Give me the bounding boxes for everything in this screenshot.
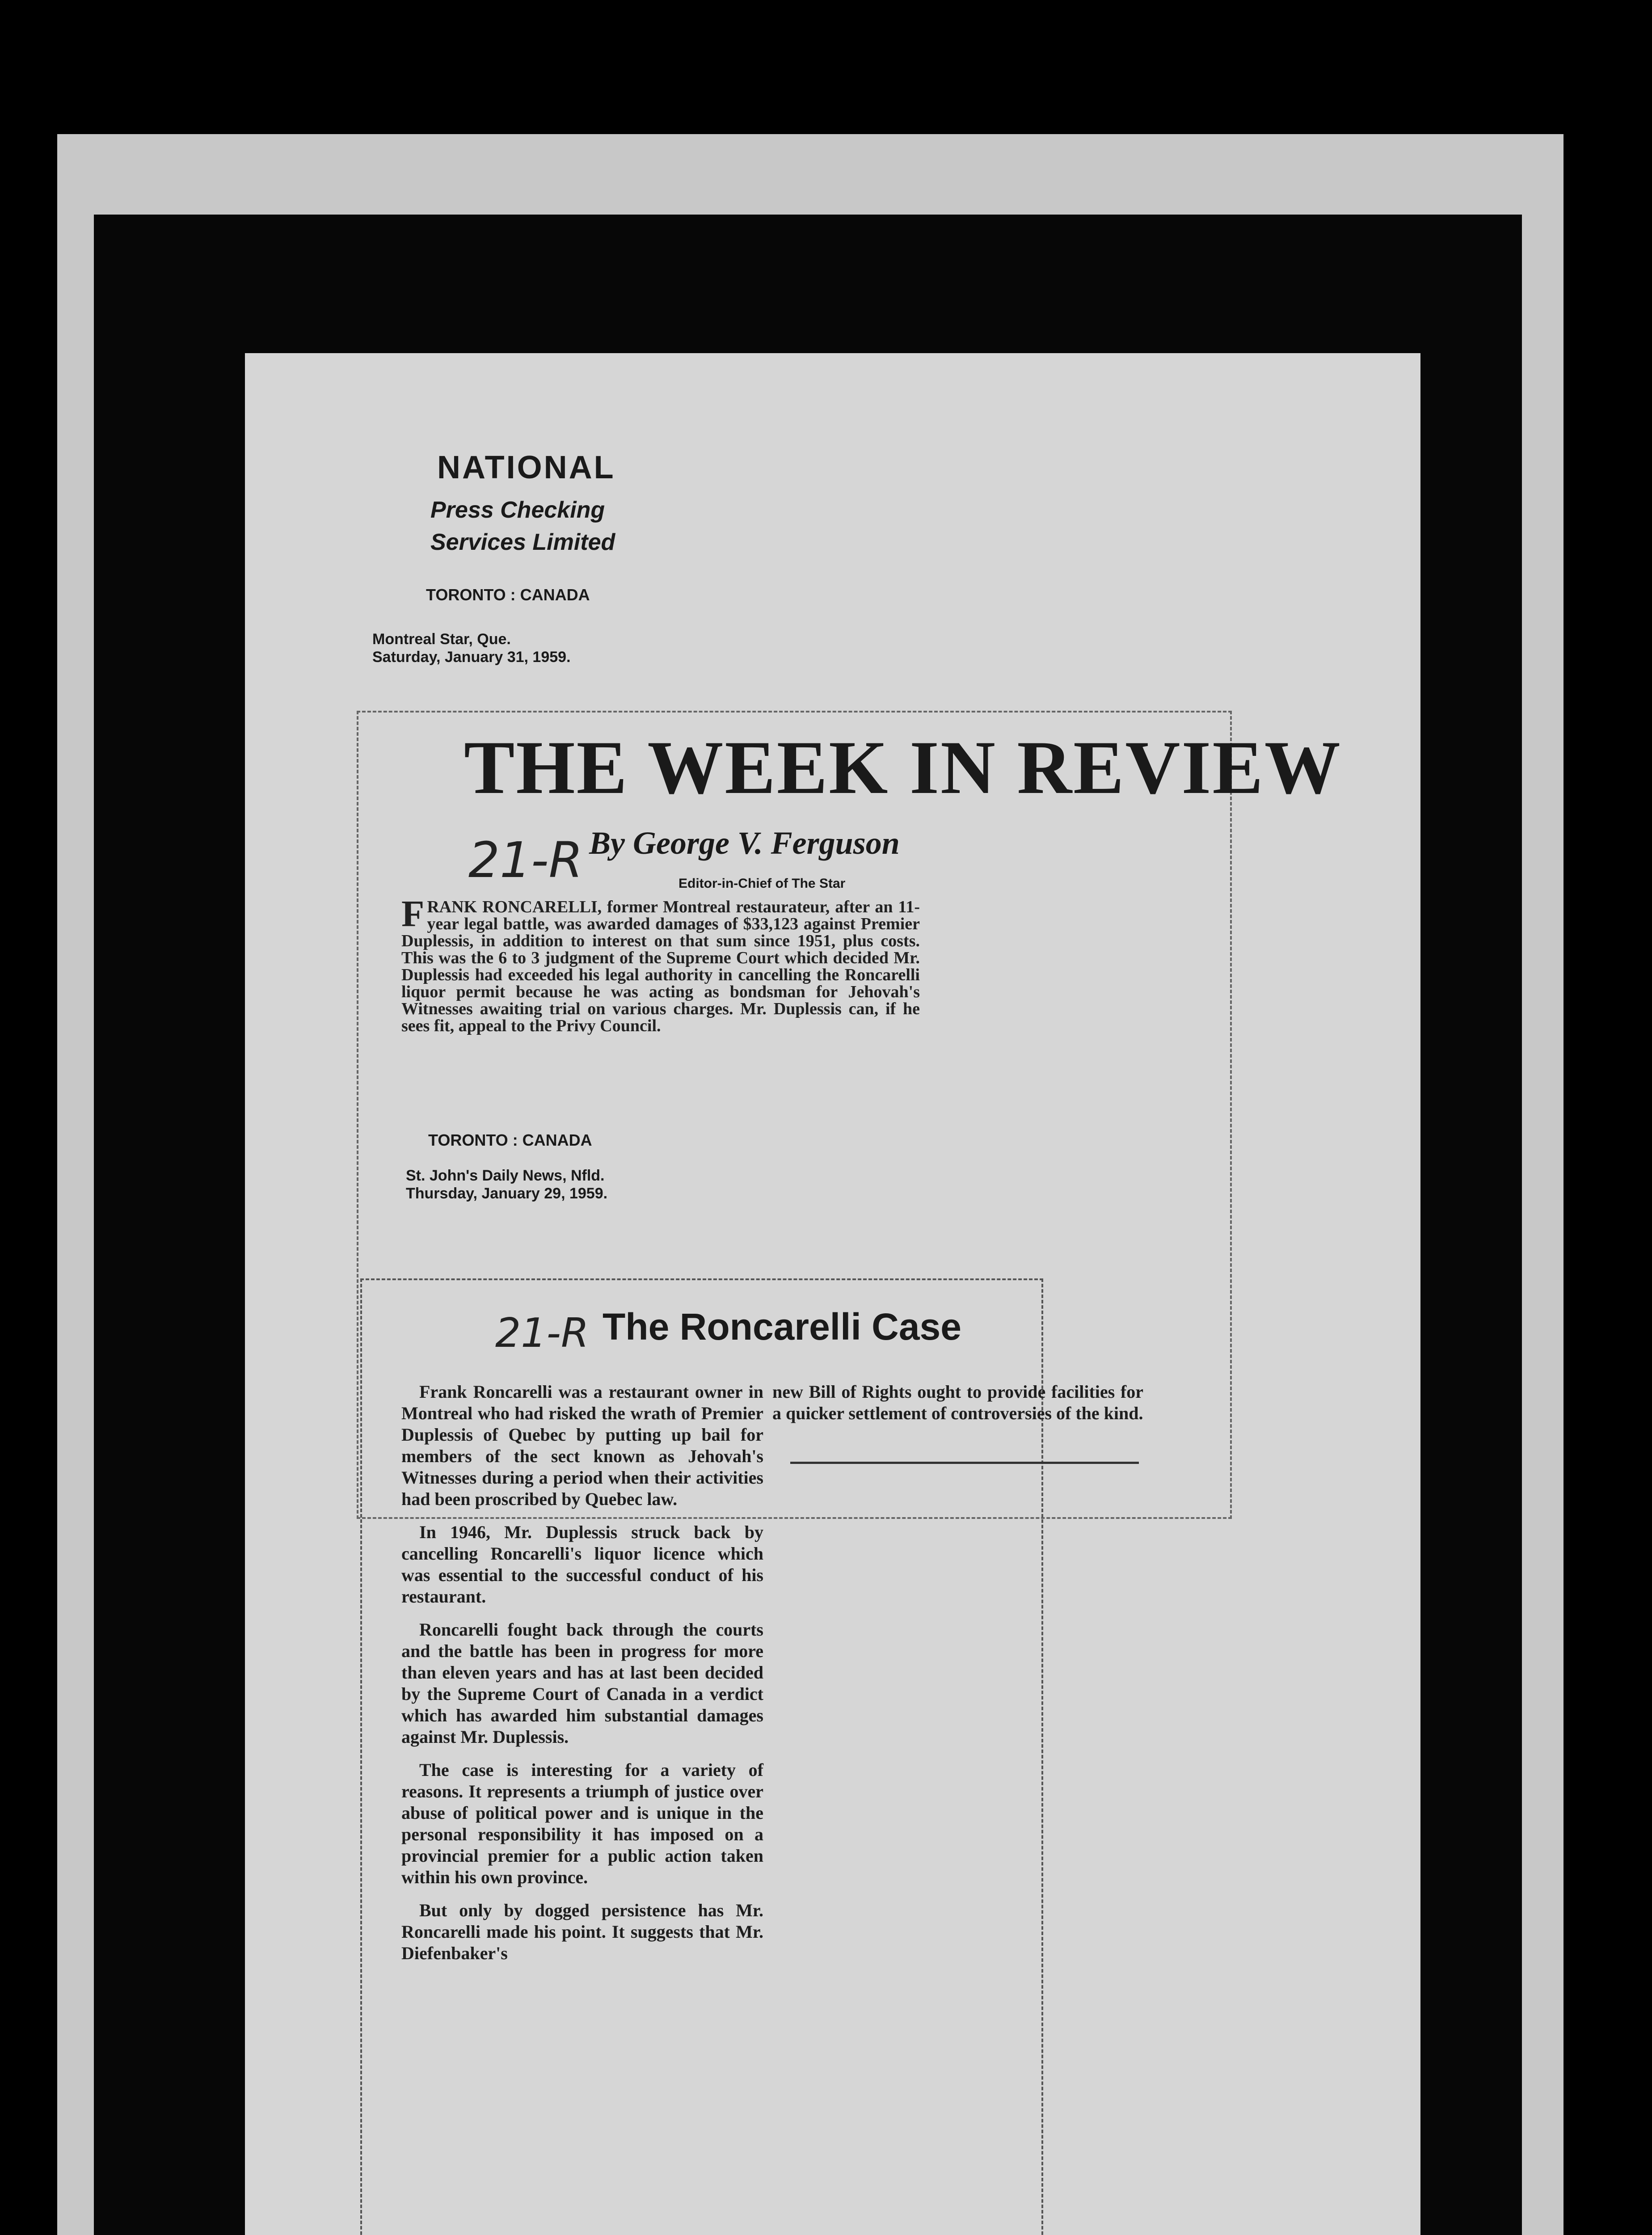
- source-1-paper: Montreal Star, Que.: [372, 631, 511, 648]
- article-1-headline: THE WEEK IN REVIEW: [464, 725, 1342, 810]
- article-2-column-right: [772, 1381, 1143, 1436]
- clipping-sheet: [245, 353, 1420, 2235]
- source-1: [372, 630, 571, 666]
- source-2-paper: St. John's Daily News, Nfld.: [406, 1167, 605, 1184]
- article-1-byline: By George V. Ferguson: [589, 825, 900, 861]
- agency-city: TORONTO : CANADA: [426, 586, 590, 604]
- article-2-paragraph: Frank Roncarelli was a restaurant owner in Montreal who had risked the wrath of Premier Duplessis of Quebec by putting up bail for members of the sect known as Jehovah's Witnesses during a period when their activities had been proscribed by Quebec law.: [401, 1382, 763, 1509]
- agency-line2: Press Checking: [430, 497, 605, 523]
- article-1-editor: Editor-in-Chief of The Star: [678, 876, 846, 891]
- article-2-headline: The Roncarelli Case: [603, 1306, 961, 1348]
- article-1-body: FRANK RONCARELLI, former Montreal restaurateur, after an 11-year legal battle, was awarded damages of $33,123 against Premier Duplessis, in addition to interest on that sum since 1951, plus costs. This was the 6 to 3 judgment of the Supreme Court which decided Mr. Duplessis had exceeded his legal authority in cancelling the Roncarelli liquor permit because he was acting as bondsman for Jehovah's Witnesses awaiting trial on various charges. Mr. Duplessis can, if he sees fit, appeal to the Privy Council.: [401, 893, 920, 1035]
- source-1-date: Saturday, January 31, 1959.: [372, 649, 571, 666]
- source-2-date: Thursday, January 29, 1959.: [406, 1185, 608, 1202]
- article-2-paragraph: In 1946, Mr. Duplessis struck back by cancelling Roncarelli's liquor licence which was essential to the successful conduct of his restaurant.: [401, 1522, 763, 1607]
- source-2-city: TORONTO : CANADA: [428, 1131, 592, 1149]
- handwritten-ref-1: 21-R: [468, 831, 583, 889]
- agency-subtitle: [430, 494, 615, 558]
- handwritten-ref-2: 21-R: [495, 1310, 589, 1357]
- agency-line3: Services Limited: [430, 529, 615, 555]
- article-2-column-left: [401, 1381, 763, 1976]
- article-2-paragraph: new Bill of Rights ought to provide facilities for a quicker settlement of controversies of the kind.: [772, 1382, 1143, 1423]
- source-2: [406, 1167, 607, 1202]
- article-2-paragraph: But only by dogged persistence has Mr. Roncarelli made his point. It suggests that Mr. Diefenbaker's: [401, 1900, 763, 1963]
- underline-mark: [790, 1462, 1139, 1464]
- article-2-paragraph: Roncarelli fought back through the courts and the battle has been in progress for more than eleven years and has at last been decided by the Supreme Court of Canada in a verdict which has awarded him substantial damages against Mr. Duplessis.: [401, 1619, 763, 1747]
- agency-name: NATIONAL: [437, 450, 615, 485]
- article-2-paragraph: The case is interesting for a variety of reasons. It represents a triumph of justice over abuse of political power and is unique in the personal responsibility it has imposed on a provincial premier for a public action taken within his own province.: [401, 1760, 763, 1887]
